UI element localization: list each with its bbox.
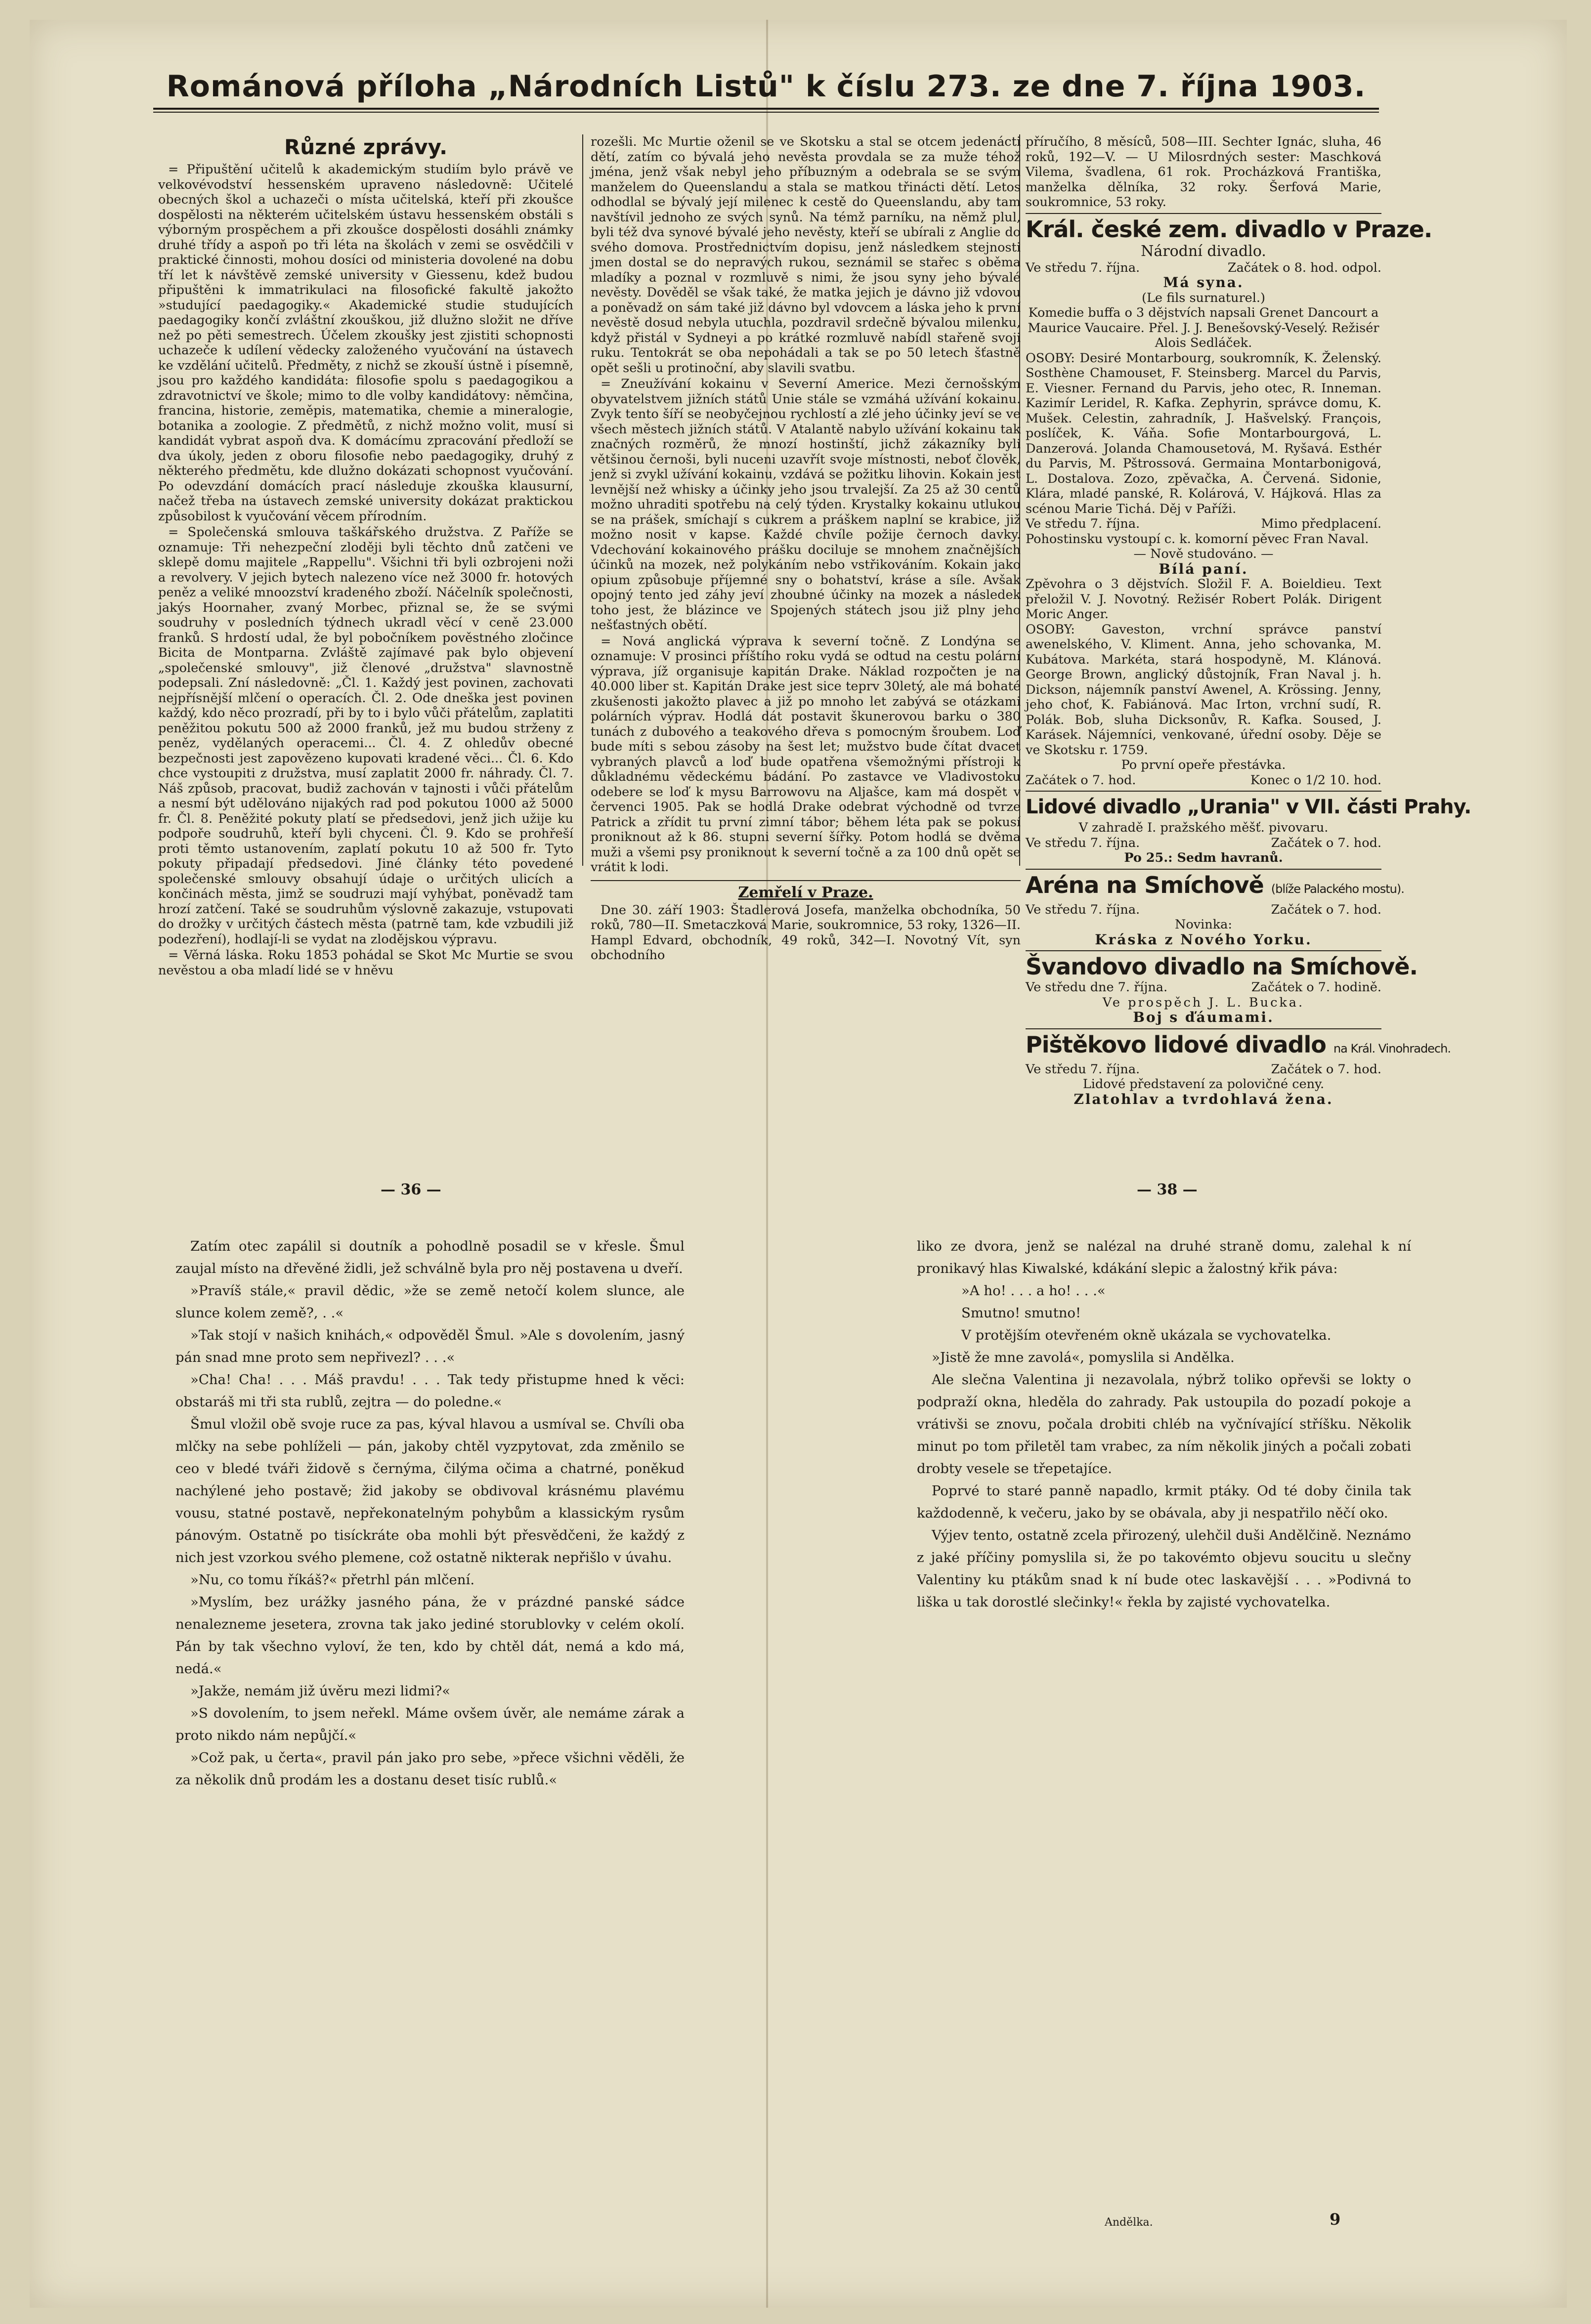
theatre-arena — [1026, 869, 1404, 948]
serial-paragraph: »Pravíš stále,« pravil dědic, »že se země netočí kolem slunce, ale slunce kolem země?, . .« — [175, 1283, 685, 1321]
article-polar-expedition: = Nová anglická výprava k severní točně. Z Londýna se oznamuje: V prosinci příštího roku vydá se odtud na cestu polární výprava, jíž organisuje kapitán Drake. Náklad rozpočten je na 40.000 liber st. Kapitán Drake jest sice teprv 30letý, ale má bohaté zkušenosti jakožto plavec a již po mnoho let zabývá se otázkami polárních výprav. Hodlá dát postavit škunerovou barku o 380 tunách z dubového a teakového dřeva s pomocným šroubem. Loď bude míti s sebou zásoby na šest let; mužstvo bude čítat dvacet vybraných plavců a loď bude opatřena všemožnými přístroji k důkladnému vědeckému bádání. Po zastavce ve Vladivostoku odebere se loď k mysu Barrowovu na Aljašce, kam má dospět v červenci 1905. Pak se hodlá Drake odebrat východně od tvrze Patrick a zřídit tu první zimní tábor; během léta pak se pokusí proniknout až k 86. stupni severní šířky. Potom hodlá se dvěma muži a všemi psy proniknout k severní točně a za 100 dnů opět se vrátit k lodi. — [591, 634, 1021, 875]
svanda-date: Ve středu dne 7. října. — [1026, 980, 1168, 995]
pistek-date: Ve středu 7. října. — [1026, 1061, 1140, 1077]
pistek-start: Začátek o 7. hod. — [1271, 1061, 1381, 1077]
pistek-desc: Lidové představení za polovičné ceny. — [1082, 1077, 1325, 1092]
article-teachers: = Připuštění učitelů k akademickým studiím bylo právě ve velkovévodství hessenském upraveno následovně: Učitelé obecných škol a uchazeči o místa učitelská, kteří při zkoušce dospělosti na některém učitelském ústavu hessenském obstáli s výborným prospěchem a při zkoušce dospělosti dosáhli známky druhé třídy a aspoň po tři léta na školách v zemi se osvědčili v praktické činnosti, mohou dosíci od ministeria dovolené na dobu tří let k návštěvě zemské university v Giessenu, kdež budou připuštěni k immatrikulaci na filosofické fakultě jakožto »studující paedagogiky.« Akademické studie studujících paedagogiky končí zvláštní zkouškou, již dlužno složit ne dříve než po pěti semestrech. Účelem zkoušky jest zjistiti schopnosti uchazeče k udílení vědecky založeného vyučování na ústavech ke vzdělání učitelů. Předměty, z nichž se zkouší ústně i písemně, jsou pro každého kandidáta: filosofie spolu s paedagogikou a zdravotnictví ve škole; mimo to dle volby kandidátovy: němčina, francina, historie, zeměpis, matematika, chemie a mineralogie, botanika a zoologie. Z předmětů, z nichž možno volit, musí si kandidát vybrat aspoň dva. K domácímu zpracování předloží se dva úkoly, jeden z oboru filosofie nebo paedagogiky, druhý z některého předmětu, kde dlužno dokázati schopnost vyučování. Po odevzdání domácích prací následuje zkouška klausurní, načež třeba na ústavech zemské university dokázat praktickou způsobilost k vyučování věcem přírodním. — [158, 162, 573, 524]
headline-rule-top — [153, 108, 1379, 110]
serial-paragraph: »A ho! . . . a ho! . . .« — [961, 1283, 1106, 1299]
arena-play: Kráska z Nového Yorku. — [1095, 931, 1312, 948]
theatre-pistek-name: Pištěkovo lidové divadlo — [1026, 1031, 1326, 1058]
serial-paragraph: liko ze dvora, jenž se nalézal na druhé straně domu, zalehal k ní pronikavý hlas Kiwalské, kdákání slepic a žalostný křik páva: — [917, 1238, 1411, 1276]
intermission-note: Po první opeře přestávka. — [1121, 758, 1286, 772]
theatre-pistek-note: na Král. Vinohradech. — [1333, 1041, 1451, 1056]
serial-paragraph: Poprvé to staré panně napadlo, krmit ptáky. Od té doby činila tak každodenně, k večeru, jako by se obávala, aby ji nespatřilo něčí oko. — [917, 1483, 1411, 1521]
sheet-number: 9 — [1330, 2210, 1341, 2229]
headline-rule-bottom — [153, 112, 1379, 113]
show-note: Mimo předplacení. — [1261, 516, 1381, 531]
page-number-right: — 38 — — [1137, 1181, 1198, 1198]
serial-paragraph: Smutno! smutno! — [961, 1305, 1081, 1321]
serial-paragraph: Šmul vložil obě svoje ruce za pas, kýval hlavou a usmíval se. Chvíli oba mlčky na sebe pohlíželi — pán, jakoby chtěl vyzpytovat, zda změnilo se ceo v bledé tváři židově s černýma, čilýma očima a chatrné, poněkud nachýlené jeho postavě; žid jakoby se obdivoval krásnému plavému vousu, statné postavě, nepřekonatelným pohybům a klassickým rysům pánovým. Ostatně po tisíckráte oba mohli být přesvědčeni, že každý z nich jest vzorkou svého plemene, což ostatně nikterak nepřišlo v úvahu. — [175, 1416, 685, 1565]
serial-page-right — [917, 1235, 1411, 1828]
theatre-urania-name: Lidové divadlo „Urania" v VII. části Prahy. — [1026, 796, 1471, 818]
theatre-urania — [1026, 791, 1471, 866]
deaths-section — [591, 880, 1021, 963]
article-cocaine: = Zneužívání kokainu v Severní Americe. Mezi černošským obyvatelstvem jižních států Unie stále se vzmáhá užívání kokainu. Zvyk tento šíří se neobyčejnou rychlostí a zlé jeho účinky jeví se ve všech městech jižních států. V Atalantě nabylo užívání kokainu tak značných rozměrů, že mnozí hostinští, jichž zákazníky byli většinou černoši, byli nuceni uzavřít svoje místnosti, neboť člověk, jenž si zvykl užívání kokainu, vzdává se požitku lihovin. Kokain jest levnější než whisky a účinky jeho jsou trvalejší. Za 25 až 30 centů možno uhraditi spotřebu na celý týden. Krystalky kokainu utlukou se na prášek, smíchají s cukrem a práškem naplní se krabice, již možno nosit v kapse. Každé chvíle požije černoch davky. Vdechování kokainového prášku dociluje se mnohem značnějších účinků na mozek, než polykáním nebo vstřikováním. Kokain jako opium způsobuje příjemné sny o bohatství, kráse a síle. Avšak opojný tento jed záhy jeví zhoubné účinky na mozek a následek toho jest, že blázince ve Spojených státech jsou již plny jeho nešťastných obětí. — [591, 377, 1021, 633]
serial-paragraph: »Tak stojí v našich knihách,« odpověděl Šmul. »Ale s dovolením, jasný pán snad mne proto sem nepřivezl? . . .« — [175, 1327, 685, 1365]
page-number-left: — 36 — — [381, 1181, 441, 1198]
column-theatres — [1026, 134, 1471, 1107]
serial-title-footer: Andělka. — [1105, 2216, 1153, 2229]
newly-studied: — Nově studováno. — — [1133, 547, 1274, 561]
theatre-national-sub: Národní divadlo. — [1141, 242, 1266, 260]
section-title-various-news: Různé zprávy. — [284, 135, 448, 159]
theatre-national — [1026, 213, 1432, 788]
theatre-arena-note: (blíže Palackého mostu). — [1271, 882, 1404, 896]
urania-start: Začátek o 7. hod. — [1271, 835, 1381, 850]
serial-paragraph: »Jistě že mne zavolá«, pomyslila si Andělka. — [932, 1350, 1235, 1365]
show-start: Začátek o 8. hod. odpol. — [1227, 260, 1381, 275]
deaths-title: Zemřelí v Praze. — [738, 884, 873, 901]
show-date: Ve středu 7. října. — [1026, 260, 1140, 275]
svanda-benefit: Ve prospěch J. L. Bucka. — [1102, 995, 1305, 1010]
play-original-title: (Le fils surnaturel.) — [1142, 290, 1265, 305]
column-divider-1 — [582, 134, 583, 866]
serial-paragraph: »Což pak, u čerta«, pravil pán jako pro sebe, »přece všichni věděli, že za několik dnů prodám les a dostanu deset tisíc rublů.« — [175, 1750, 685, 1788]
article-true-love-start: = Věrná láska. Roku 1853 pohádal se Skot Mc Murtie se svou nevěstou a oba mladí lidé se v hněvu — [158, 948, 573, 978]
column-various-news — [158, 134, 573, 978]
play-cast: OSOBY: Desiré Montarbourg, soukromník, K. Želenský. Sosthène Chamouset, F. Steinsberg. Marcel du Parvis, E. Viesner. Fernand du Parvis, jeho otec, R. Inneman. Kazimír Leridel, R. Kafka. Zephyrin, správce domu, K. Mušek. Celestin, zahradník, J. Hašvelský. François, poslíček, K. Váňa. Sofie Montarbourgová, L. Danzerová. Jolanda Chamousetová, M. Ryšavá. Esthér du Parvis, M. Pštrossová. Germaina Montarbonigová, L. Dostalova. Zozo, zpěvačka, A. Červená. Sidonie, Klára, mladé panské, R. Kolárová, V. Hájková. Hlas za scénou Marie Tichá. Děj v Paříži. — [1026, 350, 1381, 516]
arena-start: Začátek o 7. hod. — [1271, 902, 1381, 917]
svanda-start: Začátek o 7. hodině. — [1251, 980, 1381, 995]
theatre-national-name: Král. české zem. divadlo v Praze. — [1026, 215, 1432, 243]
serial-page-left — [175, 1235, 685, 2174]
arena-date: Ve středu 7. října. — [1026, 902, 1140, 917]
serial-paragraph: Výjev tento, ostatně zcela přirozený, ulehčil duši Andělčině. Neznámo z jaké příčiny pomyslila si, že po takovémto objevu soucitu u slečny Valentiny ku ptákům snad k ní bude otec laskavější . . . »Podivná to liška u tak dorostlé slečinky!« řekla by zajisté vychovatelka. — [917, 1527, 1411, 1610]
play-description-2: Zpěvohra o 3 dějstvích. Složil F. A. Boieldieu. Text přeložil V. J. Novotný. Režisér Robert Polák. Dirigent Moric Anger. — [1026, 577, 1381, 622]
play-cast-2: OSOBY: Gaveston, vrchní správce panství awenelského, V. Kliment. Anna, jeho schovanka, M. Kubátova. Markéta, stará hospodyně, M. Klánová. George Brown, anglický důstojník, Fran Naval j. h. Dickson, nájemník panství Awenel, A. Krössing. Jenny, jeho choť, K. Fabiánová. Mac Irton, vrchní sudí, R. Polák. Bob, sluha Dicksonův, R. Kafka. Soused, J. Karásek. Nájemníci, venkované, úřední osoby. Děje se ve Skotsku r. 1759. — [1026, 622, 1381, 758]
serial-paragraph: »Cha! Cha! . . . Máš pravdu! . . . Tak tedy přistupme hned k věci: obstaráš mi tři sta rublů, zejtra — do poledne.« — [175, 1372, 685, 1410]
theatre-arena-name: Aréna na Smíchově — [1026, 871, 1264, 898]
show-start-2: Začátek o 7. hod. — [1026, 772, 1136, 788]
serial-paragraph: Zatím otec zapálil si doutník a pohodlně posadil se v křesle. Šmul zaujal místo na dřevěné židli, jež schválně byla pro něj postavena u dveří. — [175, 1238, 685, 1276]
serial-paragraph: »Nu, co tomu říkáš?« přetrhl pán mlčení. — [190, 1572, 475, 1588]
column-middle — [591, 134, 1021, 963]
serial-paragraph: »Myslím, bez urážky jasného pána, že v prázdné panské sádce nenalezneme jesetera, zrovna tak jako jediné storublovky v celém okolí. Pán by tak všechno vyloví, že ten, kdo by chtěl dát, nemá a kdo má, nedá.« — [175, 1594, 685, 1677]
deaths-continued: příručího, 8 měsíců, 508—III. Sechter Ignác, sluha, 46 roků, 192—V. — U Milosrdných sester: Maschková Vilema, švadlena, 61 rok. Procházková Františka, manželka dělníka, 32 roky. Šerfová Marie, soukromnice, 53 roky. — [1026, 134, 1381, 210]
show-end-2: Konec o 1/2 10. hod. — [1250, 772, 1381, 788]
urania-play: Po 25.: Sedm havranů. — [1124, 850, 1283, 865]
serial-paragraph: Ale slečna Valentina ji nezavolala, nýbrž toliko opřevši se lokty o podpraží okna, hleděla do zahrady. Pak ustoupila do pozadí pokoje a vrátivši se znovu, počala drobiti chléb na vyčnívající stříšku. Několik minut po tom přiletěl tam vrabec, za ním několik jiných a počali zobati drobty vesele se třepetajíce. — [917, 1372, 1411, 1477]
arena-novelty: Novinka: — [1175, 917, 1232, 932]
deaths-text: Dne 30. září 1903: Štadlerová Josefa, manželka obchodníka, 50 roků, 780—II. Smetaczková Marie, soukromnice, 53 roky, 1326—II. Hampl Edvard, obchodník, 49 roků, 342—I. Novotný Vít, syn obchodního — [591, 902, 1021, 963]
theatre-urania-sub: V zahradě I. pražského měšť. pivovaru. — [1078, 820, 1329, 835]
theatre-svanda — [1026, 950, 1418, 1025]
pistek-play: Zlatohlav a tvrdohlavá žena. — [1074, 1091, 1333, 1107]
play-description: Komedie buffa o 3 dějstvích napsali Grenet Dancourt a Maurice Vaucaire. Přel. J. J. Benešovský-Veselý. Režisér Alois Sedláček. — [1028, 305, 1379, 350]
play-title: Má syna. — [1163, 274, 1244, 291]
play-title-2: Bílá paní. — [1159, 560, 1248, 577]
urania-date: Ve středu 7. října. — [1026, 835, 1140, 850]
guest-performer: Pohostinsku vystoupí c. k. komorní pěvec Fran Naval. — [1026, 531, 1369, 547]
article-true-love-cont: rozešli. Mc Murtie oženil se ve Skotsku a stal se otcem jedenácti dětí, zatím co bývalá jeho nevěsta provdala se za muže téhož jména, jenž však nebyl jeho příbuzným a odebrala se se svým manželem do Queenslandu a stala se matkou třinácti dětí. Letos odhodlal se bývalý její milenec k cestě do Queenslandu, aby tam navštívil jednoho ze svých synů. Na témž parníku, na němž plul, byli též dva synové bývalé jeho nevěsty, kteří se ubírali z Anglie do svého domova. Prostřednictvím dopisu, jenž následkem stejnosti jmen dostal se do nepravých rukou, seznámil se stařec s oběma mladíky a poznal v rozmluvě s nimi, že jsou syny jeho bývalé nevěsty. Dověděl se však také, že matka jejich je dávno již vdovou a poněvadž on sám také již dávno byl vdovcem a láska jeho k první nevěstě dosud nebyla utuchla, pozdravil srdečně bývalou milenku, když přistál v Sydneyi a po krátké rozmluvě nabídl stařeně svoji ruku. Tentokrát se oba nepohádali a tak se po 50 letech šťastně opět sešli u protinoční, aby slavili svatbu. — [591, 134, 1021, 376]
article-thieves-contract: = Společenská smlouva taškářského družstva. Z Paříže se oznamuje: Tři nehezpeční zloději byli těchto dnů zatčeni ve sklepě domu majitele „Rappellu". Všichni tři byli ozbrojeni noži a revolvery. V jejich bytech nalezeno více než 3000 fr. hotových peněz a veliké mnoozství kradeného zboží. Náčelník společnosti, jakýs Hoornaher, zvaný Morbec, přiznal se, že se svými soudruhy v posledních týdnech ukradl věcí v ceně 23.000 franků. S hrdostí udal, že byl pobočníkem pověstného zločince Bicita de Montparna. Zvláště zajímavé pak bylo objevení „společenské smlouvy", již členové „družstva" slavnostně podepsali. Zní následovně: „Čl. 1. Každý jest povinen, zachovati nejpřísnější mlčení o operacích. Čl. 2. Ode dneška jest povinen každý, kdo něco prozradí, při by to i bylo vůči přátelům, zaplatiti peněžitou pokutu 500 až 2000 franků, jež mu budou strženy z peněz, vydělaných operacemi... Čl. 4. Z ohledův obecné bezpečnosti jest zapovězeno kupovati kradené věci... Čl. 6. Kdo chce vystoupiti z družstva, musí zaplatit 2000 fr. náhrady. Čl. 7. Náš způsob, pracovat, budiž zachován v tajnosti i vůči přátelům a nesmí být udělováno nijakých rad pod pokutou 1000 až 5000 fr. Čl. 8. Peněžité pokuty platí se předsedovi, jenž jich užije ku podpoře soudruhů, kteří byli chyceni. Čl. 9. Kdo se prohřeší proti těmto ustanovením, zaplatí pokutu 10 až 500 fr. Tyto pokuty připadají předsedovi. Jiné články této povedené společenské smlouvy obsahují údaje o určitých ulicích a končinách města, jimž se soudruzi mají vyhýbat, poněvadž tam hrozí zatčení. Také se soudruhům výslovně zakazuje, vstupovati do drožky v určitých částech města (patrně tam, kde vzbudili již podezření), hodlají-li se vydat na zlodějskou výpravu. — [158, 525, 573, 947]
page-headline: Románová příloha „Národních Listů" k číslu 273. ze dne 7. října 1903. — [166, 69, 1366, 104]
svanda-play: Boj s ďáumami. — [1133, 1009, 1274, 1025]
theatre-pistek — [1026, 1028, 1451, 1107]
theatre-svanda-name: Švandovo divadlo na Smíchově. — [1026, 953, 1418, 980]
serial-paragraph: »Jakže, nemám již úvěru mezi lidmi?« — [190, 1683, 451, 1699]
show-date-2: Ve středu 7. října. — [1026, 516, 1140, 531]
serial-paragraph: V protějším otevřeném okně ukázala se vychovatelka. — [961, 1327, 1332, 1343]
serial-paragraph: »S dovolením, to jsem neřekl. Máme ovšem úvěr, ale nemáme zárak a proto nikdo nám nepůjčí.« — [175, 1705, 685, 1743]
